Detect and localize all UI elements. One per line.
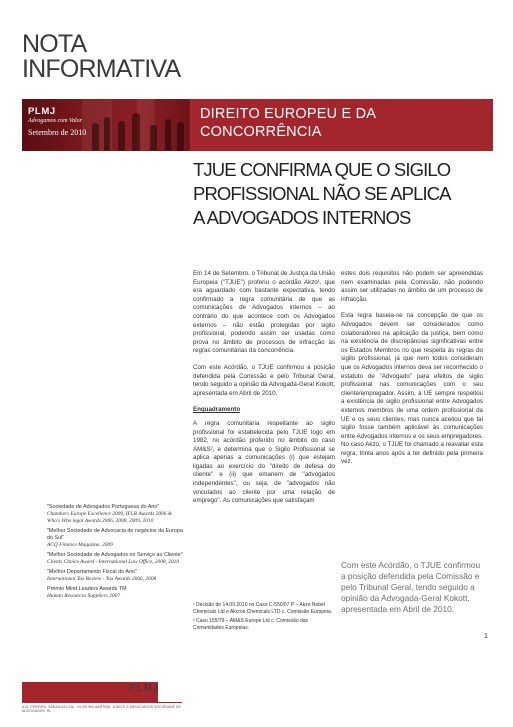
pull-quote: Com este Acórdão, o TJUE confirmou a posição defendida pela Comissão e pelo Tribunal Geral, tendo seguido a opinião da Advogada-Geral Kokott, apresentada em Abril de 2010. (341, 560, 481, 614)
banner-brand (28, 106, 86, 137)
award-item (47, 552, 183, 566)
banner-photo (22, 99, 190, 151)
footnote: ¹ Decisão de 14.09.2010 no Caso C-550/07 P – Akzo Nobel Chemicals Ltd e Akcros Chemicals LTD c. Comissão Europeia. (193, 602, 333, 615)
body-column-right (341, 270, 483, 475)
section-subheading: Enquadramento (193, 406, 241, 414)
footer-divider (22, 702, 182, 703)
footnote: ² Caso 155/79 – AM&S Europe Ltd c. Comissão das Comunidades Europeias. (193, 618, 309, 631)
awards-list (47, 504, 183, 603)
award-source: International Tax Review - Tax Awards 2006, 2008 (47, 576, 157, 582)
award-name: "Melhor Sociedade de Advogados no Serviço ao Cliente" (47, 552, 183, 558)
page-title-line-2: INFORMATIVA (22, 55, 181, 83)
section-title-line-2: CONCORRÊNCIA (200, 124, 322, 140)
page-title-line-1: NOTA (22, 30, 87, 58)
page-number: 1 (484, 633, 488, 640)
footnotes (193, 602, 335, 634)
award-source: ACQ Finance Magazine, 2009 (47, 542, 113, 548)
headline-line-1: TJUE CONFIRMA QUE O SIGILO (193, 159, 451, 180)
award-name: "Sociedade de Advogados Portuguesa do Ano" (47, 504, 160, 510)
body-paragraph: Em 14 de Setembro, o Tribunal de Justiça da União Europeia ("TJUE") proferiu o acórdão Akzo¹, que era aguardado com bastante expectativa, tendo confirmado a regra comunitária de que as comunicações de Advogados internos – ao contrário do que acontece com os Advogados externos – não estão protegidas por sigilo profissional, podendo assim ser usadas como prova no âmbito de processos de infracção às regras comunitárias da concorrência. (193, 270, 335, 355)
award-item (47, 528, 183, 549)
body-paragraph: estes dois requisitos não podem ser apreendidas nem examinadas pela Comissão, não podendo assim ser utilizadas no âmbito de um processo de infracção. (341, 270, 483, 303)
body-paragraph: A regra comunitária respeitante ao sigilo profissional foi estabelecida pelo TJUE logo em 1982, no acórdão proferido no âmbito do caso AM&S², e determina que o Sigilo Profissional se aplica apenas a comunicações (i) que estejam ligadas ao exercício do "direito de defesa do cliente" e (ii) que emanem de "advogados independentes", ou seja, de "advogados não vinculados ao cliente por uma relação de emprego". As comunicações que satisfaçam (193, 419, 335, 505)
article-headline (193, 158, 493, 230)
award-item (47, 569, 183, 583)
body-paragraph: Com este Acórdão, o TJUE confirmou a posição defendida pela Comissão e pelo Tribunal Geral, tendo seguido a opinião da Advogada-Geral Kokott, apresentada em Abril de 2010. (193, 363, 335, 397)
headline-line-2: PROFISSIONAL NÃO SE APLICA (193, 183, 451, 204)
award-name: Prémio Mind Leaders Awards TM (47, 586, 127, 592)
footer-logo: PLMJ (129, 683, 160, 694)
section-title-line-1: DIREITO EUROPEU E DA (200, 106, 377, 122)
headline-line-3: A ADVOGADOS INTERNOS (193, 207, 411, 228)
award-item (47, 586, 183, 600)
award-item (47, 504, 183, 525)
page-title (22, 32, 222, 82)
body-column-left (193, 270, 335, 514)
footer-firm-name: A.M. PEREIRA, SÁRAGGA LEAL, OLIVEIRA MARTINS, JÚDICE E ASSOCIADOS SOCIEDADE DE ADVOGADOS, RL (22, 705, 181, 714)
section-banner (190, 99, 493, 151)
award-source: Human Resources Suppliers 2007 (47, 593, 121, 599)
award-source: Clients Choice Award - International Law Office, 2008, 2010 (47, 559, 180, 565)
brand-logo: PLMJ (28, 106, 56, 117)
body-paragraph: Esta regra baseia-se na concepção de que os Advogados devem ser considerados como colaboradores na aplicação da justiça, bem como na existência de discrepâncias significativas entre os Estados Membros no que respeita às regras do sigilo profissional, já que nem todos consideram que os Advogados internos deva ser reconhecido o estatuto de "Advogado" para efeitos de sigilo profissional nas comunicações com o seu cliente/empregador. Assim, a UE sempre respeitou a existência de sigilo profissional entre Advogados externos membros de uma ordem profissional da UE e os seus clientes, mas nunca aceitou que tal sigilo fosse também aplicável às comunicações entre Advogados internos e os seus empregadores. No caso Akzo, o TJUE foi chamado a reavaliar esta regra, trinta anos após a ter definido pela primeira vez. (341, 312, 483, 466)
section-title (200, 105, 376, 141)
award-name: "Melhor Departamento Fiscal do Ano" (47, 569, 137, 575)
brand-tagline: Advogamos com Valor (28, 118, 82, 124)
award-name: "Melhor Sociedade de Advocacia de negócios da Europa do Sul" (47, 528, 183, 541)
issue-date: Setembro de 2010 (28, 128, 87, 137)
award-source: Chambers Europe Excellence 2009, IFLR Awards 2006 & Who's Who legal Awards 2006, 2008, 2009, 2010 (47, 511, 172, 524)
